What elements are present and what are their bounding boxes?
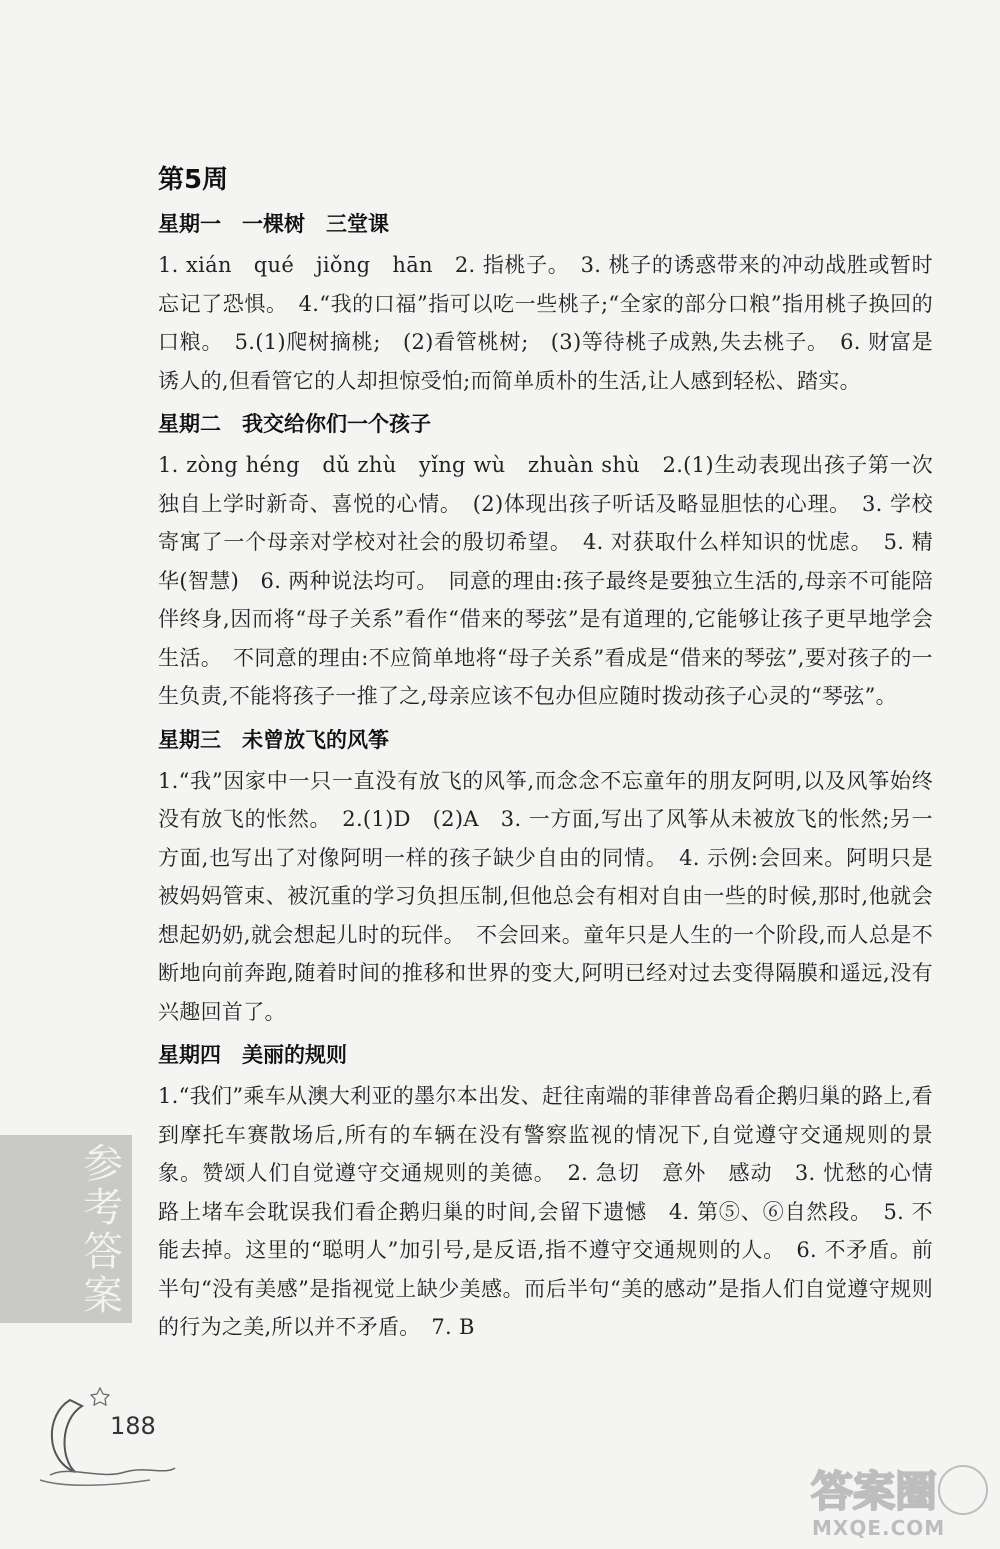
section-title: 星期四 美丽的规则 <box>158 1043 347 1067</box>
watermark-url: MXQE.COM <box>812 1516 946 1540</box>
side-tab-label: 参考答案 <box>83 1141 125 1319</box>
week-title: 第5周 <box>158 165 229 195</box>
page-number: 188 <box>110 1412 156 1440</box>
watermark-logo-text: 答案圈 <box>811 1467 938 1516</box>
section-thursday <box>158 1037 955 1347</box>
section-body: 1. xián qué jiǒng hān 2. 指桃子。 3. 桃子的诱惑带来的冲动战胜或暂时忘记了恐惧。 4.“我的口福”指可以吃一些桃子;“全家的部分口粮”指用桃子换回的口粮。 5.(1)爬树摘桃; (2)看管桃树; (3)等待桃子成熟,失去桃子。 6. 财富是诱人的,但看管它的人却担惊受怕;而简单质朴的生活,让人感到轻松、踏实。 <box>158 253 933 393</box>
section-body: 1.“我们”乘车从澳大利亚的墨尔本出发、赶往南端的菲律普岛看企鹅归巢的路上,看到摩托车赛散场后,所有的车辆在没有警察监视的情况下,自觉遵守交通规则的景象。赞颂人们自觉遵守交通规则的美德。 2. 急切 意外 感动 3. 忧愁的心情 路上堵车会耽误我们看企鹅归巢的时间,会留下遗憾 4. 第⑤、⑥自然段。 5. 不能去掉。这里的“聪明人”加引号,是反语,指不遵守交通规则的人。 6. 不矛盾。前半句“没有美感”是指视觉上缺少美感。而后半句“美的感动”是指人们自觉遵守规则的行为之美,所以并不矛盾。 7. B <box>158 1084 955 1339</box>
section-tuesday <box>158 406 955 716</box>
section-title: 星期二 我交给你们一个孩子 <box>158 412 431 436</box>
section-monday <box>158 206 933 400</box>
section-body: 1. zòng héng dǔ zhù yǐng wù zhuàn shù 2.(1)生动表现出孩子第一次独自上学时新奇、喜悦的心情。 (2)体现出孩子听话及略显胆怯的心理。 3. 学校 寄寓了一个母亲对学校对社会的殷切希望。 4. 对获取什么样知识的忧虑。 5. 精华(智慧) 6. 两种说法均可。 同意的理由:孩子最终是要独立生活的,母亲不可能陪伴终身,因而将“母子关系”看作“借来的琴弦”是有道理的,它能够让孩子更早地学会生活。 不同意的理由:不应简单地将“母子关系”看成是“借来的琴弦”,要对孩子的一生负责,不能将孩子一推了之,母亲应该不包办但应随时拨动孩子心灵的“琴弦”。 <box>158 453 955 708</box>
section-body: 1.“我”因家中一只一直没有放飞的风筝,而念念不忘童年的朋友阿明,以及风筝始终没有放飞的怅然。 2.(1)D (2)A 3. 一方面,写出了风筝从未被放飞的怅然;另一方面,也写出了对像阿明一样的孩子缺少自由的同情。 4. 示例:会回来。阿明只是被妈妈管束、被沉重的学习负担压制,但他总会有相对自由一些的时候,那时,他就会想起奶奶,就会想起儿时的玩伴。 不会回来。童年只是人生的一个阶段,而人总是不断地向前奔跑,随着时间的推移和世界的变大,阿明已经对过去变得隔膜和遥远,没有兴趣回首了。 <box>158 768 933 1024</box>
answer-content <box>158 160 955 1353</box>
section-title: 星期一 一棵树 三堂课 <box>158 212 389 236</box>
section-title: 星期三 未曾放飞的风筝 <box>158 727 389 752</box>
watermark-logo-icon <box>805 1460 990 1520</box>
section-wednesday <box>158 722 933 1032</box>
moon-icon <box>30 1380 180 1490</box>
